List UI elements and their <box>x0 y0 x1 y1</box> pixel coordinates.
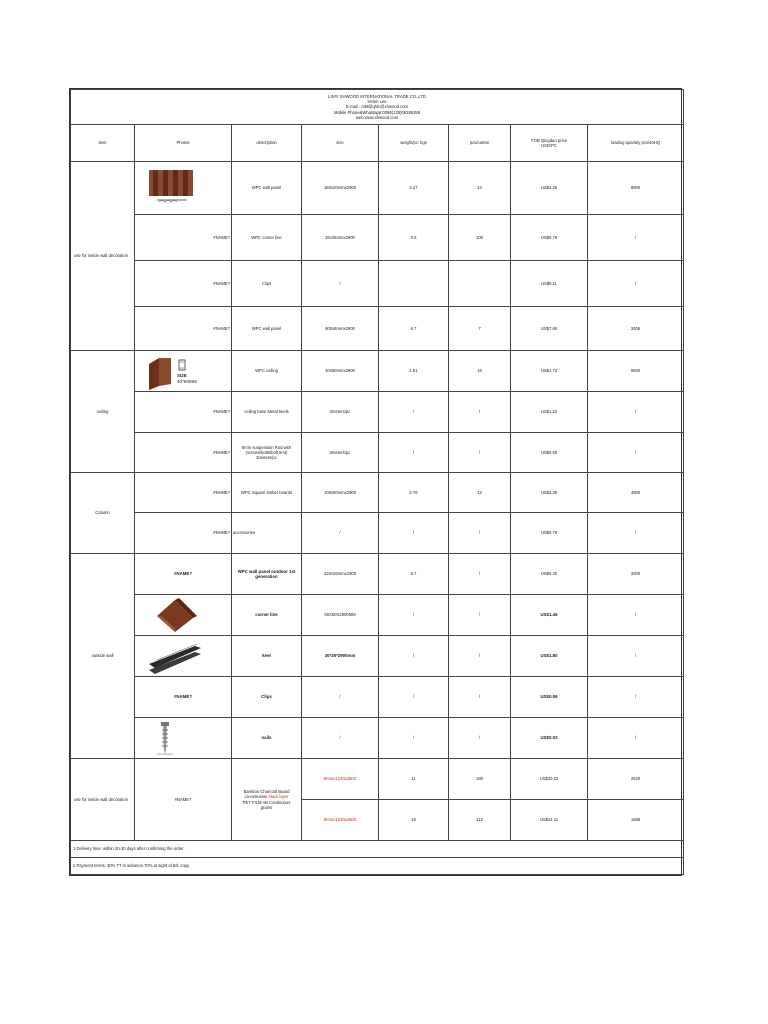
table-row: ceiling SIZE 40*80MM WPC ceiling 40x80mmx2900 1.51 16 US$1.73 9600 <box>71 351 684 392</box>
table-row: keel 30*25*2900mm / / US$1.80 / <box>71 636 684 677</box>
table-row: Column #NAME? WPC Square timber boards 100x50mmx2900 2.76 12 US$3.35 4800 <box>71 473 684 513</box>
size-tag: SIZE <box>177 373 187 378</box>
table-row: corner line 50X50X2900MM / / US$1.46 / <box>71 595 684 636</box>
header-photos: Photos <box>135 125 232 162</box>
bamboo-desc: Bamboo Charcoal Board co-extrusion black layer PET FILM AB Continuous grains <box>232 759 302 841</box>
size-value: 40*80MM <box>177 378 197 384</box>
nails-photo <box>155 720 175 756</box>
photo-cell <box>135 595 232 636</box>
group-inside-wall: use for inside wall decoration <box>71 162 135 351</box>
table-row: #NAME? WPC wall panel 600x8mmx2900 6.7 7 US$7.60 3406 <box>71 307 684 351</box>
header-description: description <box>232 125 302 162</box>
header-pcs: pcs/carton <box>449 125 511 162</box>
table-row: #NAME? ceiling base Metal keels 3meters/pc / / US$1.23 / <box>71 392 684 433</box>
wall-panel-photo <box>147 166 201 206</box>
note-row <box>71 858 684 875</box>
header-size: size <box>302 125 379 162</box>
row-desc: WPC wall panel <box>232 162 302 215</box>
column-headers <box>71 125 684 162</box>
photo-cell <box>135 351 232 392</box>
group-inside-wall-2: use for inside wall decoration <box>71 759 135 841</box>
company-header <box>71 90 684 125</box>
photo-cell <box>135 162 232 215</box>
table-row: #NAME? Clips / US$0.11 / <box>71 261 684 307</box>
contact-phone: Mobile Phone&Whatsapp:0086(138)06285358 <box>333 109 421 115</box>
note-row <box>71 841 684 858</box>
table-row: use for inside wall decoration WPC wall panel 160x20mmx2900 2.27 14 US$2.26 8800 <box>71 162 684 215</box>
header-price: FOB Qingdao price USD/PC <box>511 125 588 162</box>
group-column: Column <box>71 473 135 554</box>
table-row: #NAME? 8mm suspension Rod with (screws/bolts/bolt,5mt) 3meters/pc 3meters/pc / / US$0.60 / <box>71 433 684 473</box>
table-row: #NAME? Clips / / / US$0.06 / <box>71 677 684 718</box>
quotation-sheet <box>69 88 682 876</box>
group-outside-wall: outside wall <box>71 554 135 759</box>
photo-cell <box>135 718 232 759</box>
header-loading: loading quantity pcs/40HQ <box>588 125 684 162</box>
payment-note: 2.Payment terms: 30% TT in advance,70% at sight of B/L copy. <box>71 858 684 875</box>
table-row: 8mmx1220x2800 16 112 US$24.11 1568 <box>71 800 684 841</box>
table-row: #NAME? accessories / / / US$0.79 / <box>71 513 684 554</box>
group-ceiling: ceiling <box>71 351 135 473</box>
table-row: #NAME? WPC corner line 25x25mmx2900 0.5 100 US$0.79 / <box>71 215 684 261</box>
company-website: web:www.xhwood.com <box>355 114 399 120</box>
header-item: item <box>71 125 135 162</box>
price-table <box>70 89 684 875</box>
keel-photo <box>147 638 203 674</box>
table-row: nails / / / US$0.02 / <box>71 718 684 759</box>
table-row: outside wall #NAME? WPC wall panel outdoor 1st generation 220x26mmx2900 6.7 / US$6.30 3200 <box>71 554 684 595</box>
table-row: use for inside wall decoration #NAME? Bamboo Charcoal Board co-extrusion black layer PET FILM AB Continuous grains 8mmx1220x2800 11 180 US$20.23 2520 <box>71 759 684 800</box>
contact-email: E-mail : mkt@qhfc@xhwood.com <box>346 104 409 110</box>
photo-cell <box>135 636 232 677</box>
ceiling-profile-photo <box>145 354 215 390</box>
header-weight: weight/pc: kgs <box>379 125 449 162</box>
corner-line-photo <box>153 598 203 634</box>
company-name: LINYI XHWOOD INTERNATIONAL TRADE CO.,LTD <box>328 93 426 99</box>
contact-name: Helen Lee <box>367 99 387 105</box>
delivery-note: 1.Delivery time: within 20-30 days after confirming the order. <box>71 841 684 858</box>
